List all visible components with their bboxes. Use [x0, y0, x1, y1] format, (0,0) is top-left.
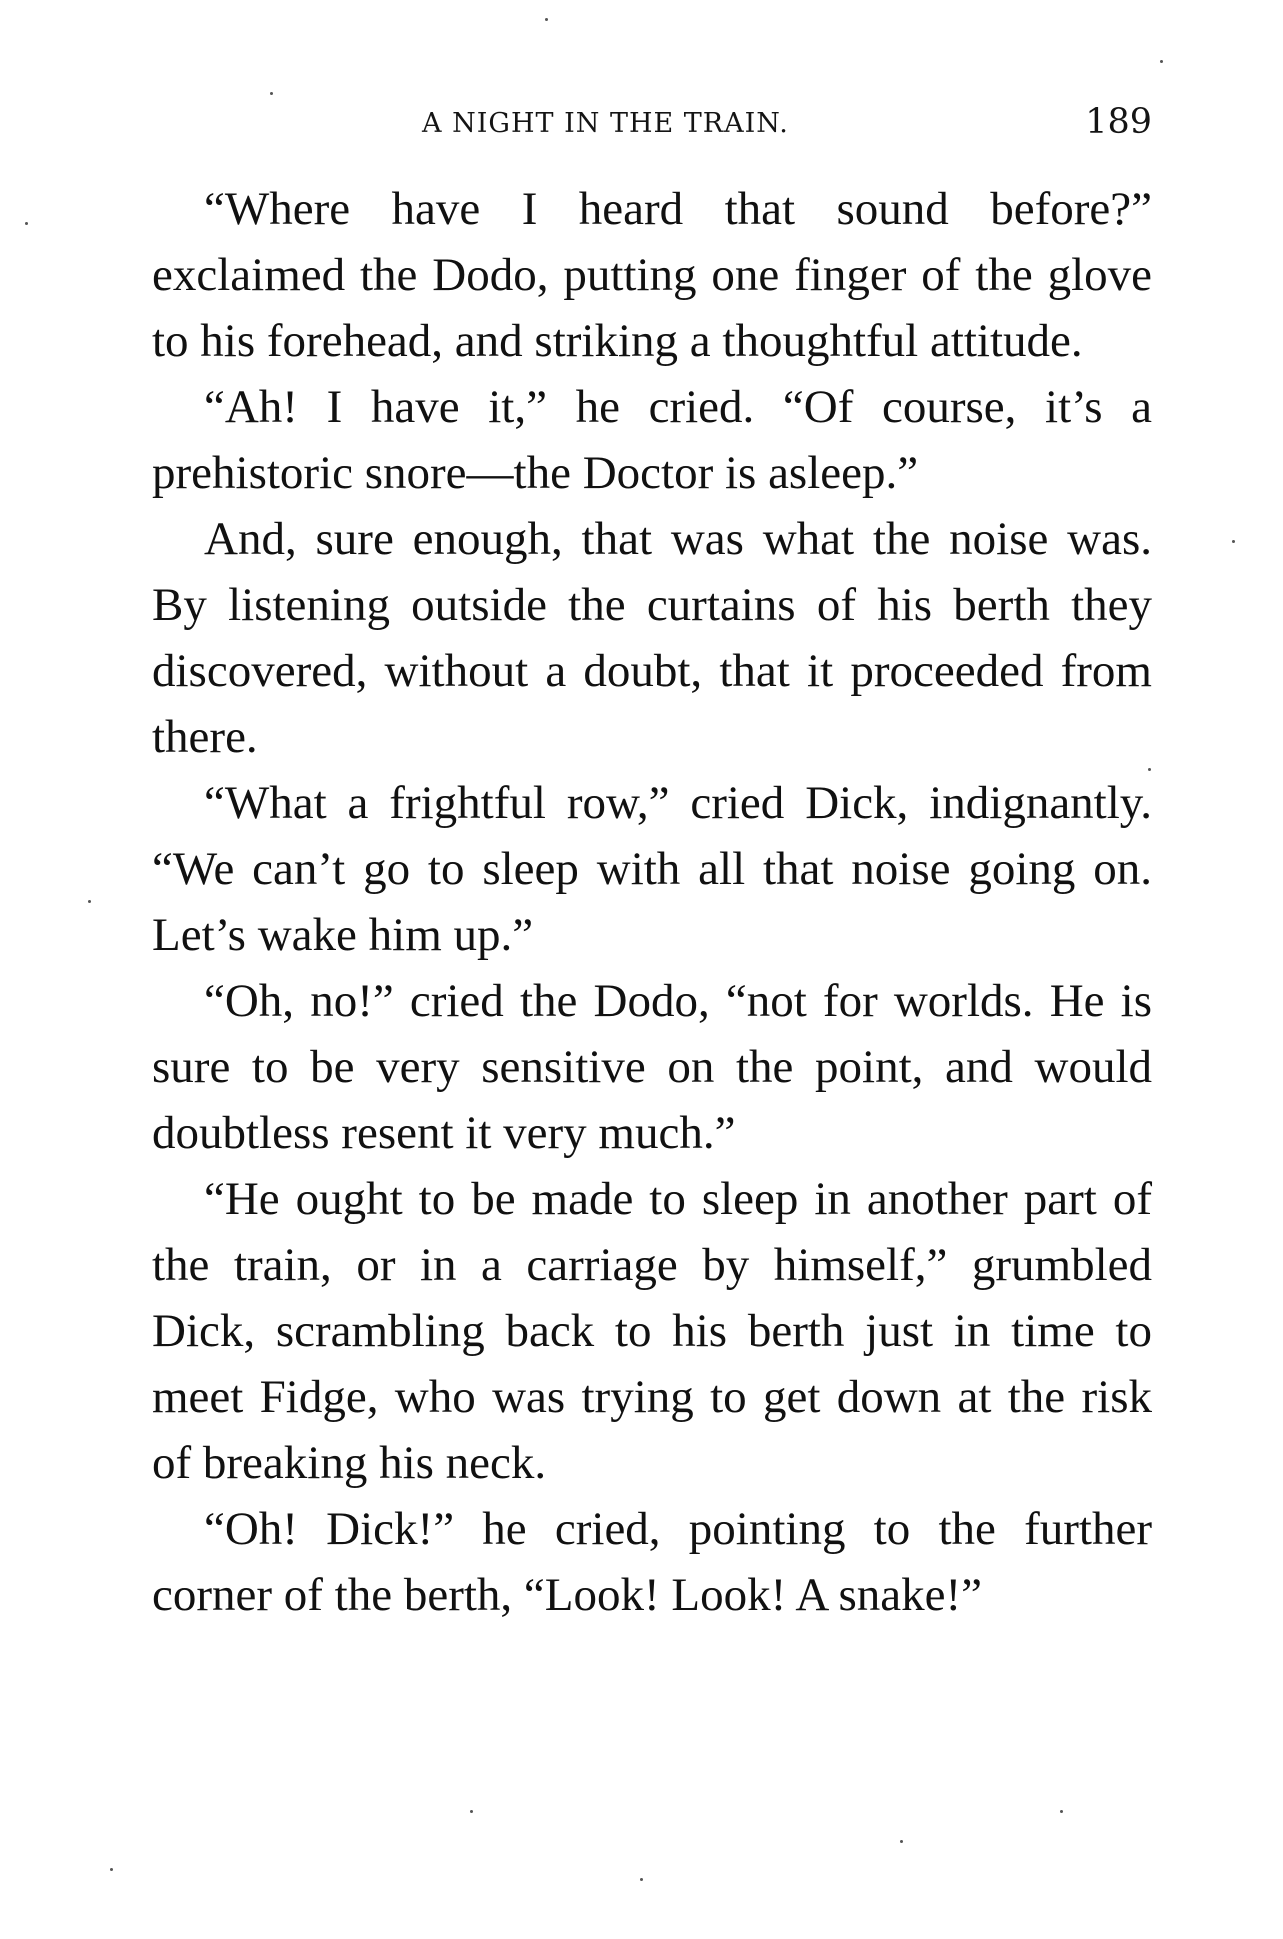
paper-speck: [640, 1878, 643, 1881]
paper-speck: [110, 1868, 113, 1871]
paragraph: “Ah! I have it,” he cried. “Of course, it’s a prehistoric snore—the Doctor is asleep.”: [152, 381, 1152, 499]
paper-speck: [470, 1810, 473, 1813]
paper-speck: [1060, 1810, 1063, 1813]
paper-speck: [25, 222, 28, 225]
body-text: [152, 176, 1152, 1628]
paragraph: “He ought to be made to sleep in another part of the train, or in a carriage by himself,” grumbled Dick, scrambling back to his berth just in time to meet Fidge, who was trying to get down at the risk of breaking his neck.: [152, 1173, 1152, 1489]
running-title: A NIGHT IN THE TRAIN.: [422, 108, 789, 139]
page-header: [152, 100, 1152, 150]
paragraph: “Where have I heard that sound before?” exclaimed the Dodo, putting one finger of the glove to his forehead, and striking a thoughtful attitude.: [152, 183, 1152, 367]
paragraph: “Oh! Dick!” he cried, pointing to the further corner of the berth, “Look! Look! A snake!”: [152, 1503, 1152, 1621]
paper-speck: [270, 92, 273, 95]
paragraph: And, sure enough, that was what the noise was. By listening outside the curtains of his berth they discovered, without a doubt, that it proceeded from there.: [152, 513, 1152, 763]
paper-speck: [900, 1840, 903, 1843]
paragraph: “What a frightful row,” cried Dick, indignantly. “We can’t go to sleep with all that noise going on. Let’s wake him up.”: [152, 777, 1152, 961]
paper-speck: [545, 18, 548, 21]
page-number: 189: [1085, 102, 1152, 142]
paragraph: “Oh, no!” cried the Dodo, “not for worlds. He is sure to be very sensitive on the point, and would doubtless resent it very much.”: [152, 975, 1152, 1159]
paper-speck: [1160, 60, 1163, 63]
paper-speck: [1232, 540, 1235, 543]
paper-speck: [88, 900, 91, 903]
paper-speck: [1148, 768, 1151, 771]
